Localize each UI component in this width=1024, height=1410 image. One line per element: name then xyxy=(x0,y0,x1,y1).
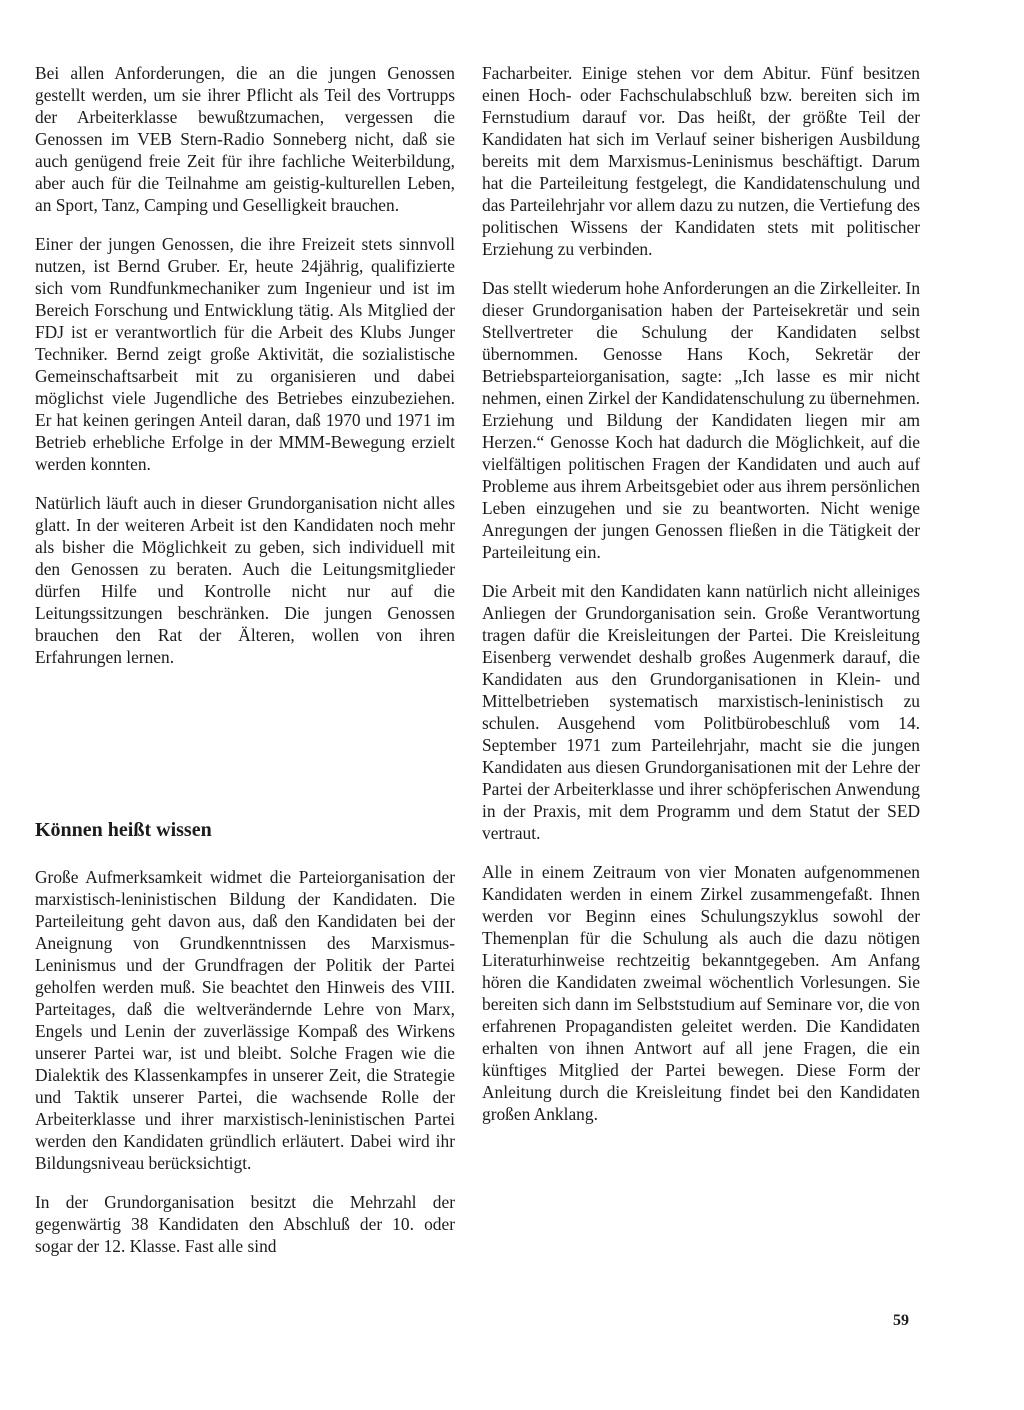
paragraph: Alle in einem Zeitraum von vier Monaten aufgenommenen Kandidaten werden in einem Zirkel zusammengefaßt. Ihnen werden vor Beginn eines Schulungszyklus sowohl der Themenplan für die Schulung als auch die dazu nötigen Literaturhinweise rechtzeitig bekanntgegeben. Am Anfang hören die Kandidaten zweimal wöchentlich Vorlesungen. Sie bereiten sich dann im Selbststudium auf Seminare vor, die von erfahrenen Propagandisten geleitet werden. Die Kandidaten erhalten von ihnen Antwort auf all jene Fragen, die ein künftiges Mitglied der Partei bewegen. Diese Form der Anleitung durch die Kreisleitung findet bei den Kandidaten großen Anklang. xyxy=(482,862,920,1124)
page-number: 59 xyxy=(893,1312,909,1329)
paragraph: Bei allen Anforderungen, die an die jungen Genossen gestellt werden, um sie ihrer Pflicht als Teil des Vortrupps der Arbeiterklasse bewußtzumachen, vergessen die Genossen im VEB Stern-Radio Sonneberg nicht, daß sie auch genügend freie Zeit für ihre fachliche Weiterbildung, aber auch für die Teilnahme am geistig-kulturellen Leben, an Sport, Tanz, Camping und Geselligkeit brauchen. xyxy=(35,63,455,215)
paragraph: Einer der jungen Genossen, die ihre Freizeit stets sinnvoll nutzen, ist Bernd Gruber. Er, heute 24jährig, qualifizierte sich vom Rundfunkmechaniker zum Ingenieur und ist im Bereich Forschung und Entwicklung tätig. Als Mitglied der FDJ ist er verantwortlich für die Arbeit des Klubs Junger Techniker. Bernd zeigt große Aktivität, die sozialistische Gemeinschaftsarbeit mit zu organisieren und dabei möglichst viele Jugendliche des Betriebes einzubeziehen. Er hat keinen geringen Anteil daran, daß 1970 und 1971 im Betrieb erhebliche Erfolge in der MMM-Bewegung erzielt werden konnten. xyxy=(35,234,455,474)
section-heading: Können heißt wissen xyxy=(35,819,212,841)
paragraph: Facharbeiter. Einige stehen vor dem Abitur. Fünf besitzen einen Hoch- oder Fachschulabschluß bzw. bereiten sich im Fernstudium darauf vor. Das heißt, der größte Teil der Kandidaten hat sich im Verlauf seiner bisherigen Ausbildung bereits mit dem Marxismus-Leninismus beschäftigt. Darum hat die Parteileitung festgelegt, die Kandidatenschulung und das Parteilehrjahr vor allem dazu zu nutzen, die Vertiefung des politischen Wissens der Kandidaten stets mit politischer Erziehung zu verbinden. xyxy=(482,63,920,259)
paragraph: In der Grundorganisation besitzt die Mehrzahl der gegenwärtig 38 Kandidaten den Abschluß der 10. oder sogar der 12. Klasse. Fast alle sind xyxy=(35,1192,455,1256)
paragraph: Natürlich läuft auch in dieser Grundorganisation nicht alles glatt. In der weiteren Arbeit ist den Kandidaten noch mehr als bisher die Möglichkeit zu geben, sich individuell mit den Genossen zu beraten. Auch die Leitungsmitglieder dürfen Hilfe und Kontrolle nicht nur auf die Leitungssitzungen beschränken. Die jungen Genossen brauchen den Rat der Älteren, wollen von ihren Erfahrungen lernen. xyxy=(35,493,455,667)
paragraph: Das stellt wiederum hohe Anforderungen an die Zirkelleiter. In dieser Grundorganisation haben der Parteisekretär und sein Stellvertreter die Schulung der Kandidaten selbst übernommen. Genosse Hans Koch, Sekretär der Betriebsparteiorganisation, sagte: „Ich lasse es mir nicht nehmen, einen Zirkel der Kandidatenschulung zu übernehmen. Erziehung und Bildung der Kandidaten liegen mir am Herzen.“ Genosse Koch hat dadurch die Möglichkeit, auf die vielfältigen politischen Fragen der Kandidaten und auch auf Probleme aus ihrem Arbeitsgebiet oder aus ihrem persönlichen Leben einzugehen und sie zu beantworten. Nicht wenige Anregungen der jungen Genossen fließen in die Tätigkeit der Parteileitung ein. xyxy=(482,278,921,562)
paragraph: Große Aufmerksamkeit widmet die Parteiorganisation der marxistisch-leninistischen Bildung der Kandidaten. Die Parteileitung geht davon aus, daß den Kandidaten bei der Aneignung von Grundkenntnissen des Marxismus-Leninismus und der Grundfragen der Politik der Partei geholfen werden muß. Sie beachtet den Hinweis des VIII. Parteitages, daß die weltverändernde Lehre von Marx, Engels und Lenin der zuverlässige Kompaß des Wirkens unserer Partei war, ist und bleibt. Solche Fragen wie die Dialektik des Klassenkampfes in unserer Zeit, die Strategie und Taktik unserer Partei, die wachsende Rolle der Arbeiterklasse und ihrer marxistisch-leninistischen Partei werden den Kandidaten gründlich erläutert. Dabei wird ihr Bildungsniveau berücksichtigt. xyxy=(35,867,455,1173)
right-column xyxy=(482,62,920,1142)
left-column-lower xyxy=(35,866,455,1274)
left-column-upper xyxy=(35,62,455,685)
paragraph: Die Arbeit mit den Kandidaten kann natürlich nicht alleiniges Anliegen der Grundorganisation sein. Große Verantwortung tragen dafür die Kreisleitungen der Partei. Die Kreisleitung Eisenberg verwendet deshalb großes Augenmerk darauf, die Kandidaten aus den Grundorganisationen in Klein- und Mittelbetrieben systematisch marxistisch-leninistisch zu schulen. Ausgehend vom Politbürobeschluß vom 14. September 1971 zum Parteilehrjahr, macht sie die jungen Kandidaten aus diesen Grundorganisationen mit der Lehre der Partei der Arbeiterklasse und ihrer schöpferischen Anwendung in der Praxis, mit dem Programm und dem Statut der SED vertraut. xyxy=(482,581,920,843)
